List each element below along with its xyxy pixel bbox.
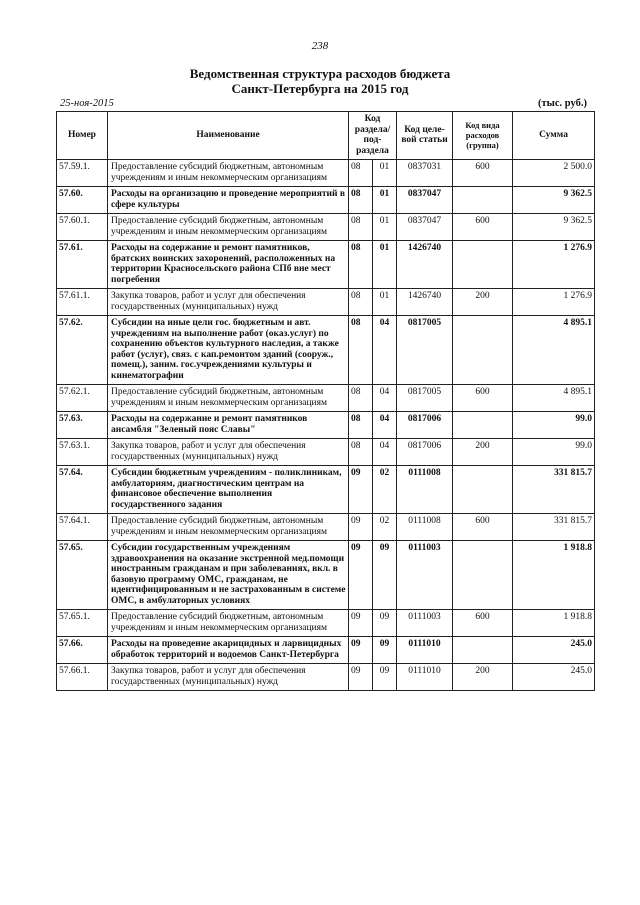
cell-name: Субсидии на иные цели гос. бюджетным и авт. учреждениям на выполнение работ (оказ.услуг) по сохранению объектов культурного наследия, а также работ (услуг), связ. с кап.ремонтом зданий (сооруж., помещ.), заним. гос.учреждениями культуры и кинематографии [108,316,349,385]
cell-sub: 09 [373,637,397,664]
table-body [57,160,595,691]
cell-sub: 01 [373,289,397,316]
header-article: Код целе- вой статьи [397,112,453,160]
document-title [0,66,640,96]
cell-amount: 99.0 [513,439,595,466]
table-row [57,187,595,214]
cell-type: 200 [453,664,513,691]
cell-name: Закупка товаров, работ и услуг для обеспечения государственных (муниципальных) нужд [108,664,349,691]
cell-article: 0111010 [397,664,453,691]
cell-type: 600 [453,214,513,241]
cell-type: 200 [453,289,513,316]
cell-sub: 01 [373,187,397,214]
title-line-1: Ведомственная структура расходов бюджета [189,66,451,81]
cell-sec: 09 [349,466,373,514]
table-row [57,160,595,187]
cell-sec: 08 [349,241,373,289]
table-row [57,637,595,664]
cell-num: 57.63.1. [57,439,108,466]
cell-amount: 2 500.0 [513,160,595,187]
cell-sec: 08 [349,385,373,412]
cell-name: Предоставление субсидий бюджетным, автономным учреждениям и иным некоммерческим организациям [108,610,349,637]
cell-num: 57.60. [57,187,108,214]
table-header-row [57,112,595,160]
cell-sub: 04 [373,439,397,466]
cell-sec: 08 [349,214,373,241]
cell-amount: 245.0 [513,664,595,691]
cell-num: 57.62.1. [57,385,108,412]
cell-article: 0817005 [397,385,453,412]
table-row [57,541,595,610]
cell-type [453,541,513,610]
cell-amount: 245.0 [513,637,595,664]
cell-sec: 09 [349,637,373,664]
cell-sub: 04 [373,412,397,439]
cell-sec: 08 [349,412,373,439]
cell-sec: 08 [349,187,373,214]
cell-type: 600 [453,385,513,412]
cell-name: Расходы на проведение акарицидных и ларвицидных обработок территорий и водоемов Санкт-Петербурга [108,637,349,664]
cell-article: 0111003 [397,610,453,637]
cell-num: 57.62. [57,316,108,385]
cell-name: Предоставление субсидий бюджетным, автономным учреждениям и иным некоммерческим организациям [108,160,349,187]
table-row [57,241,595,289]
budget-table [56,111,595,691]
header-expense-type: Код вида расходов (группа) [453,112,513,160]
cell-amount: 4 895.1 [513,385,595,412]
cell-amount: 1 918.8 [513,541,595,610]
cell-name: Предоставление субсидий бюджетным, автономным учреждениям и иным некоммерческим организациям [108,514,349,541]
table-row [57,214,595,241]
cell-type [453,637,513,664]
cell-article: 0111008 [397,466,453,514]
cell-sub: 01 [373,241,397,289]
cell-name: Закупка товаров, работ и услуг для обеспечения государственных (муниципальных) нужд [108,289,349,316]
cell-num: 57.64. [57,466,108,514]
cell-amount: 331 815.7 [513,514,595,541]
cell-name: Закупка товаров, работ и услуг для обеспечения государственных (муниципальных) нужд [108,439,349,466]
cell-name: Расходы на содержание и ремонт памятников ансамбля "Зеленый пояс Славы" [108,412,349,439]
cell-type [453,316,513,385]
table-row [57,610,595,637]
cell-type: 600 [453,514,513,541]
cell-name: Субсидии государственным учреждениям здравоохранения на оказание экстренной мед.помощи иностранным гражданам и при заболеваниях, вкл. в базовую программу ОМС, гражданам, не идентифицированным и не застрахованным в системе ОМС, в амбулаторных условиях [108,541,349,610]
cell-amount: 99.0 [513,412,595,439]
cell-sub: 04 [373,385,397,412]
header-number: Номер [57,112,108,160]
cell-name: Субсидии бюджетным учреждениям - поликлиникам, амбулаториям, диагностическим центрам на финансовое обеспечение выполнения государственного задания [108,466,349,514]
cell-sub: 02 [373,466,397,514]
cell-num: 57.59.1. [57,160,108,187]
cell-num: 57.61. [57,241,108,289]
document-date: 25-ноя-2015 [60,98,114,109]
cell-num: 57.66. [57,637,108,664]
cell-name: Расходы на организацию и проведение мероприятий в сфере культуры [108,187,349,214]
table-row [57,316,595,385]
cell-article: 0817005 [397,316,453,385]
units-label: (тыс. руб.) [538,98,587,109]
cell-sub: 09 [373,664,397,691]
table-row [57,385,595,412]
cell-article: 0111003 [397,541,453,610]
cell-type: 600 [453,160,513,187]
cell-article: 1426740 [397,241,453,289]
cell-amount: 4 895.1 [513,316,595,385]
cell-amount: 1 276.9 [513,241,595,289]
cell-type: 600 [453,610,513,637]
cell-type [453,466,513,514]
cell-sub: 04 [373,316,397,385]
cell-sub: 01 [373,160,397,187]
cell-sub: 02 [373,514,397,541]
cell-num: 57.64.1. [57,514,108,541]
cell-num: 57.65.1. [57,610,108,637]
cell-amount: 9 362.5 [513,214,595,241]
cell-article: 0837047 [397,187,453,214]
cell-num: 57.63. [57,412,108,439]
cell-sub: 09 [373,541,397,610]
cell-sec: 08 [349,289,373,316]
header-name: Наименование [108,112,349,160]
table-row [57,664,595,691]
title-line-2: Санкт-Петербурга на 2015 год [231,81,409,96]
cell-num: 57.60.1. [57,214,108,241]
cell-name: Предоставление субсидий бюджетным, автономным учреждениям и иным некоммерческим организациям [108,385,349,412]
table-row [57,514,595,541]
cell-sec: 09 [349,664,373,691]
cell-num: 57.61.1. [57,289,108,316]
cell-type [453,241,513,289]
cell-num: 57.65. [57,541,108,610]
table-row [57,412,595,439]
table-row [57,466,595,514]
cell-name: Расходы на содержание и ремонт памятников, братских воинских захоронений, расположенных на территории Красносельского района СПб вне мест погребения [108,241,349,289]
header-amount: Сумма [513,112,595,160]
cell-article: 0837031 [397,160,453,187]
cell-type [453,187,513,214]
cell-article: 0817006 [397,439,453,466]
cell-sub: 09 [373,610,397,637]
page-number: 238 [311,40,329,52]
cell-sec: 08 [349,160,373,187]
table-row [57,439,595,466]
cell-sec: 08 [349,316,373,385]
cell-sub: 01 [373,214,397,241]
cell-sec: 08 [349,439,373,466]
cell-amount: 9 362.5 [513,187,595,214]
cell-num: 57.66.1. [57,664,108,691]
cell-amount: 1 918.8 [513,610,595,637]
table-row [57,289,595,316]
cell-article: 1426740 [397,289,453,316]
cell-article: 0111010 [397,637,453,664]
cell-type [453,412,513,439]
cell-sec: 09 [349,610,373,637]
cell-sec: 09 [349,514,373,541]
cell-type: 200 [453,439,513,466]
cell-amount: 331 815.7 [513,466,595,514]
cell-article: 0837047 [397,214,453,241]
cell-article: 0111008 [397,514,453,541]
header-section: Код раздела/ под- раздела [349,112,397,160]
cell-amount: 1 276.9 [513,289,595,316]
cell-sec: 09 [349,541,373,610]
cell-name: Предоставление субсидий бюджетным, автономным учреждениям и иным некоммерческим организациям [108,214,349,241]
cell-article: 0817006 [397,412,453,439]
